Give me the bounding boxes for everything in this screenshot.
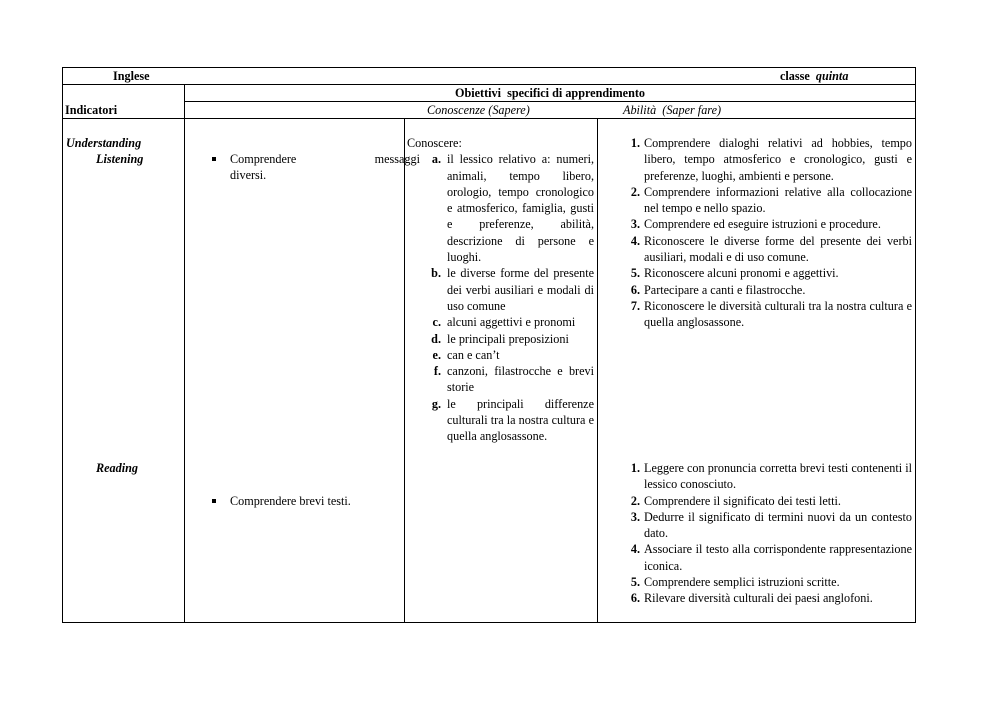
- knowledge-item: [407, 265, 594, 314]
- class-label-text: classe: [780, 69, 810, 83]
- knowledge-item-text: alcuni aggettivi e pronomi: [447, 315, 576, 330]
- knowledge-item: [407, 396, 594, 445]
- indicator-listening: Listening: [96, 152, 144, 166]
- skill-item: [622, 233, 912, 266]
- knowledge-header: Conoscenze (Sapere): [427, 103, 530, 117]
- skill-item: [622, 590, 912, 606]
- objective-reading-text: Comprendere brevi testi.: [230, 493, 351, 508]
- knowledge-item-text: le principali preposizioni: [447, 331, 569, 346]
- knowledge-item-text: can e can’t: [447, 347, 500, 362]
- objectives-title: Obiettivi specifici di apprendimento: [454, 86, 646, 100]
- list-marker: 5.: [630, 575, 640, 590]
- knowledge-item: [407, 363, 594, 396]
- indicator-reading: Reading: [96, 461, 138, 475]
- skill-item: [622, 574, 912, 590]
- skill-item: [622, 460, 912, 493]
- skills-listening-cell: [622, 135, 912, 331]
- list-marker: 3.: [630, 509, 640, 524]
- knowledge-item-text: canzoni, filastrocche e brevi storie: [447, 364, 594, 395]
- skill-item: [622, 493, 912, 509]
- knowledge-list: [407, 151, 594, 444]
- list-marker: e.: [432, 347, 441, 362]
- skill-item: [622, 184, 912, 217]
- skill-item-text: Comprendere ed eseguire istruzioni e procedure.: [644, 217, 881, 232]
- knowledge-item-text: le principali differenze culturali tra la nostra cultura e quella anglosassone.: [447, 396, 594, 444]
- list-marker: 2.: [630, 493, 640, 508]
- list-marker: 6.: [630, 282, 640, 297]
- list-marker: 4.: [630, 233, 640, 248]
- list-marker: 4.: [630, 542, 640, 557]
- bullet-square-icon: [212, 499, 216, 503]
- list-marker: d.: [431, 331, 441, 346]
- objective-reading: [206, 493, 420, 509]
- skill-item-text: Rilevare diversità culturali dei paesi anglofoni.: [644, 591, 873, 606]
- skill-item-text: Comprendere informazioni relative alla collocazione nel tempo e nello spazio.: [644, 184, 912, 216]
- skill-item: [622, 509, 912, 542]
- list-marker: b.: [431, 266, 441, 281]
- knowledge-cell: [407, 135, 594, 445]
- class-label: [780, 68, 848, 84]
- skill-item-text: Leggere con pronuncia corretta brevi testi contenenti il lessico conosciuto.: [644, 461, 912, 492]
- list-marker: g.: [431, 396, 441, 411]
- skill-item: [622, 298, 912, 331]
- skills-reading-cell: [622, 460, 912, 607]
- column-divider-2: [404, 118, 405, 623]
- skill-item: [622, 541, 912, 574]
- knowledge-item-text: le diverse forme del presente dei verbi ausiliari e modali di uso comune: [447, 266, 594, 313]
- skills-header: Abilità (Saper fare): [623, 103, 722, 117]
- skill-item: [622, 282, 912, 298]
- list-marker: 7.: [630, 298, 640, 313]
- indicators-header: Indicatori: [65, 103, 118, 117]
- list-marker: 1.: [630, 461, 640, 475]
- subject-title: Inglese: [113, 69, 150, 83]
- knowledge-item: [407, 331, 594, 347]
- skill-item-text: Dedurre il significato di termini nuovi da un contesto dato.: [644, 509, 912, 541]
- column-divider-3: [597, 118, 598, 623]
- list-marker: 3.: [630, 217, 640, 232]
- list-marker: 5.: [630, 266, 640, 281]
- bullet-square-icon: [212, 157, 216, 161]
- list-marker: a.: [431, 152, 441, 167]
- knowledge-item: [407, 151, 594, 265]
- skill-item-text: Riconoscere le diverse forme del presente dei verbi ausiliari, modali e di uso comune.: [644, 233, 912, 265]
- skill-item: [622, 265, 912, 281]
- skills-reading-list: [622, 460, 912, 607]
- table-right-border: [915, 67, 916, 623]
- list-marker: 1.: [630, 136, 640, 150]
- class-value: quinta: [815, 69, 849, 83]
- knowledge-item: [407, 347, 594, 363]
- skill-item-text: Riconoscere alcuni pronomi e aggettivi.: [644, 266, 839, 281]
- column-divider-1: [184, 84, 185, 623]
- skill-item-text: Comprendere dialoghi relativi ad hobbies, tempo libero, tempo atmosferico e cronologico, gusti e preferenze, luoghi, ambienti e persone.: [644, 136, 912, 183]
- skill-item-text: Partecipare a canti e filastrocche.: [644, 282, 806, 297]
- objective-listening: [206, 151, 420, 184]
- table-left-border: [62, 67, 63, 623]
- list-marker: c.: [432, 315, 441, 330]
- objective-listening-line1: Comprendere messaggi: [230, 152, 420, 166]
- list-marker: 2.: [630, 184, 640, 199]
- table-bottom-border: [62, 622, 916, 623]
- indicator-understanding: Understanding: [66, 136, 142, 150]
- knowledge-item-text: il lessico relativo a: numeri, animali, tempo libero, orologio, tempo cronologico e atmosferico, famiglia, gusti e preferenze, abilità, descrizione di persone e luoghi.: [447, 152, 594, 265]
- objective-listening-line2: diversi.: [230, 168, 267, 183]
- skill-item: [622, 216, 912, 232]
- skill-item-text: Comprendere il significato dei testi letti.: [644, 493, 841, 508]
- list-marker: f.: [433, 364, 441, 379]
- knowledge-item: [407, 314, 594, 330]
- skill-item-text: Associare il testo alla corrispondente rappresentazione iconica.: [644, 542, 912, 573]
- skill-item-text: Comprendere semplici istruzioni scritte.: [644, 575, 840, 590]
- skill-item-text: Riconoscere le diversità culturali tra la nostra cultura e quella anglosassone.: [644, 298, 912, 330]
- knowledge-intro: Conoscere:: [407, 136, 462, 150]
- skills-listening-list: [622, 135, 912, 331]
- skill-item: [622, 135, 912, 184]
- list-marker: 6.: [630, 591, 640, 606]
